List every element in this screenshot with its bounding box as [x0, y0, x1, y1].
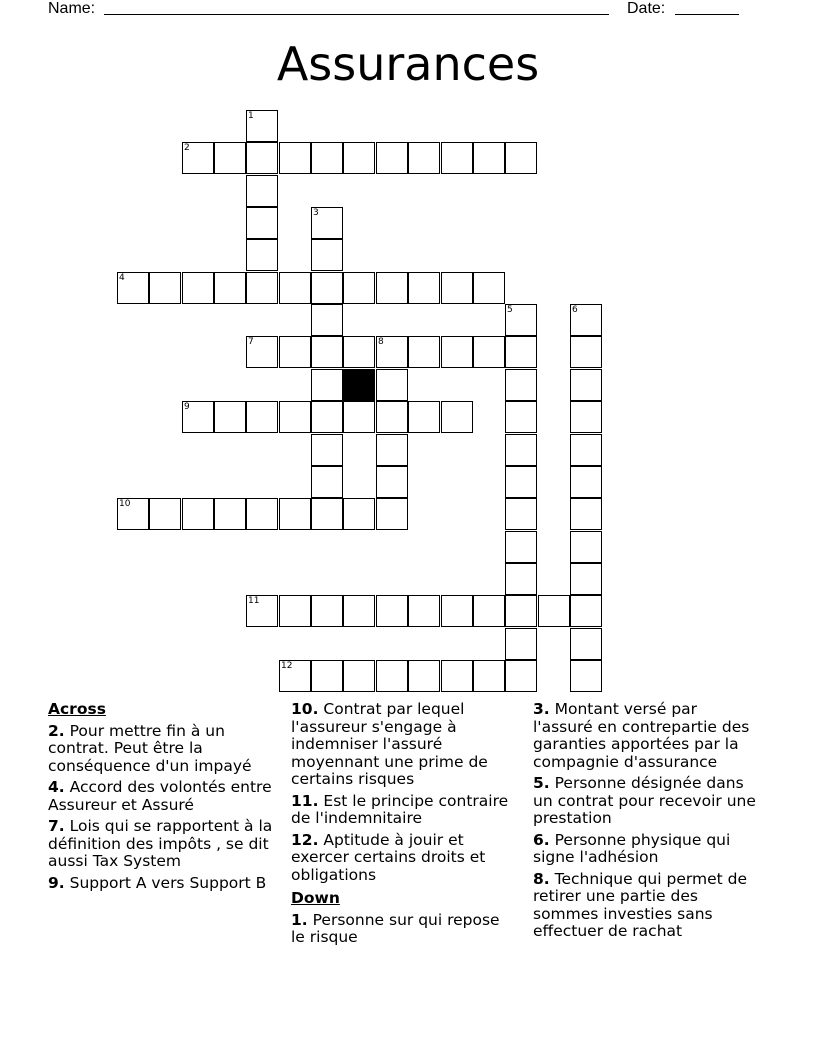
clue-3	[533, 701, 758, 771]
grid-cell[interactable]	[343, 660, 375, 692]
clue-2	[48, 723, 273, 776]
clue-number: 12.	[291, 830, 319, 849]
grid-cell[interactable]	[279, 272, 311, 304]
clue-number: 5.	[533, 774, 550, 792]
grid-cell[interactable]	[246, 272, 278, 304]
clue-text: Personne sur qui repose le risque	[291, 910, 500, 946]
grid-cell[interactable]	[311, 595, 343, 627]
grid-cell[interactable]	[311, 466, 343, 498]
grid-cell[interactable]	[570, 336, 602, 368]
clue-12	[291, 832, 516, 885]
clue-text: Pour mettre fin à un contrat. Peut être la conséquence d'un impayé	[48, 721, 252, 775]
down-clue-list	[291, 912, 516, 947]
clue-number: 1.	[291, 910, 308, 929]
cell-number: 5	[507, 305, 513, 315]
grid-cell[interactable]	[376, 466, 408, 498]
cell-number: 4	[119, 273, 125, 283]
grid-cell[interactable]	[279, 142, 311, 174]
clue-number: 9.	[48, 873, 65, 892]
grid-cell[interactable]	[505, 304, 537, 336]
grid-cell[interactable]	[214, 498, 246, 530]
grid-cell[interactable]	[343, 272, 375, 304]
clue-number: 8.	[533, 869, 550, 888]
grid-cell[interactable]	[279, 498, 311, 530]
grid-cell[interactable]	[246, 401, 278, 433]
clue-number: 10.	[291, 700, 319, 718]
grid-cell[interactable]	[570, 304, 602, 336]
clue-text: Personne physique qui signe l'adhésion	[533, 830, 731, 866]
grid-cell[interactable]	[343, 336, 375, 368]
cell-number: 10	[119, 499, 131, 509]
grid-cell[interactable]	[311, 272, 343, 304]
grid-cell[interactable]	[441, 336, 473, 368]
cell-number: 2	[184, 143, 190, 153]
grid-cell[interactable]	[570, 369, 602, 401]
grid-cell[interactable]	[570, 466, 602, 498]
grid-cell[interactable]	[279, 401, 311, 433]
grid-cell[interactable]	[311, 660, 343, 692]
grid-cell[interactable]	[570, 498, 602, 530]
date-label: Date:	[627, 0, 666, 17]
grid-cell[interactable]	[408, 272, 440, 304]
grid-cell[interactable]	[311, 498, 343, 530]
grid-cell[interactable]	[311, 336, 343, 368]
clue-5	[533, 775, 758, 828]
grid-cell[interactable]	[117, 272, 149, 304]
grid-cell[interactable]	[376, 272, 408, 304]
clue-text: Montant versé par l'assuré en contrepartie des garanties apportées par la compagnie d'assurance	[533, 700, 750, 771]
name-label: Name:	[48, 0, 96, 17]
grid-cell[interactable]	[441, 272, 473, 304]
grid-cell[interactable]	[376, 142, 408, 174]
clue-number: 6.	[533, 830, 550, 849]
clue-text: Support A vers Support B	[69, 873, 267, 892]
across-clue-list	[48, 723, 273, 893]
down-heading: Down	[291, 889, 340, 907]
grid-cell[interactable]	[570, 660, 602, 692]
grid-cell[interactable]	[182, 272, 214, 304]
grid-cell[interactable]	[473, 142, 505, 174]
grid-cell[interactable]	[376, 660, 408, 692]
cell-number: 11	[248, 596, 260, 606]
page-title: Assurances	[276, 37, 540, 91]
grid-cell[interactable]	[343, 498, 375, 530]
grid-cell[interactable]	[441, 660, 473, 692]
grid-cell[interactable]	[505, 142, 537, 174]
clue-4	[48, 779, 273, 814]
cell-number: 8	[378, 337, 384, 347]
grid-cell[interactable]	[376, 434, 408, 466]
grid-cell[interactable]	[473, 336, 505, 368]
grid-cell[interactable]	[149, 498, 181, 530]
cell-number: 7	[248, 337, 254, 347]
grid-cell[interactable]	[117, 498, 149, 530]
grid-cell[interactable]	[570, 531, 602, 563]
grid-cell[interactable]	[408, 595, 440, 627]
cell-number: 9	[184, 402, 190, 412]
grid-cell[interactable]	[505, 336, 537, 368]
grid-cell[interactable]	[246, 110, 278, 142]
across-heading: Across	[48, 700, 106, 718]
grid-cell[interactable]	[149, 272, 181, 304]
grid-cell[interactable]	[214, 401, 246, 433]
grid-cell[interactable]	[343, 401, 375, 433]
clue-text: Contrat par lequel l'assureur s'engage à indemniser l'assuré moyennant une prime de certains risques	[291, 700, 488, 788]
grid-cell[interactable]	[376, 369, 408, 401]
cell-number: 3	[313, 208, 319, 218]
clue-number: 7.	[48, 817, 65, 835]
grid-cell[interactable]	[505, 466, 537, 498]
grid-cell[interactable]	[408, 660, 440, 692]
grid-cell[interactable]	[570, 401, 602, 433]
grid-cell[interactable]	[408, 142, 440, 174]
grid-cell[interactable]	[311, 401, 343, 433]
grid-cell[interactable]	[246, 498, 278, 530]
across-clue-list-continued	[291, 701, 516, 884]
grid-cell[interactable]	[279, 660, 311, 692]
grid-cell[interactable]	[343, 142, 375, 174]
clue-text: Est le principe contraire de l'indemnitaire	[291, 791, 509, 827]
grid-cell[interactable]	[473, 272, 505, 304]
grid-cell[interactable]	[311, 304, 343, 336]
clue-10	[291, 701, 516, 789]
cell-number: 6	[572, 305, 578, 315]
clue-text: Accord des volontés entre Assureur et Assuré	[48, 778, 272, 814]
grid-cell[interactable]	[311, 207, 343, 239]
grid-cell[interactable]	[376, 498, 408, 530]
grid-cell[interactable]	[246, 595, 278, 627]
grid-cell[interactable]	[182, 142, 214, 174]
down-clue-list-continued	[533, 701, 758, 941]
grid-cell[interactable]	[505, 660, 537, 692]
grid-cell[interactable]	[441, 595, 473, 627]
clue-number: 2.	[48, 721, 65, 740]
grid-cell[interactable]	[311, 239, 343, 271]
grid-cell[interactable]	[505, 401, 537, 433]
clue-number: 11.	[291, 791, 319, 810]
clue-6	[533, 832, 758, 867]
grid-cell[interactable]	[279, 336, 311, 368]
grid-cell[interactable]	[505, 628, 537, 660]
black-cell	[343, 369, 375, 401]
grid-cell[interactable]	[246, 239, 278, 271]
grid-cell[interactable]	[182, 401, 214, 433]
grid-cell[interactable]	[505, 369, 537, 401]
grid-cell[interactable]	[182, 498, 214, 530]
clue-text: Technique qui permet de retirer une partie des sommes investies sans effectuer de rachat	[533, 869, 747, 940]
clue-8	[533, 871, 758, 941]
grid-cell[interactable]	[376, 595, 408, 627]
clues-column-2	[291, 701, 516, 951]
grid-cell[interactable]	[570, 434, 602, 466]
grid-cell[interactable]	[343, 595, 375, 627]
grid-cell[interactable]	[376, 336, 408, 368]
grid-cell[interactable]	[473, 595, 505, 627]
clue-9	[48, 875, 273, 893]
clue-text: Personne désignée dans un contrat pour recevoir une prestation	[533, 774, 756, 827]
cell-number: 1	[248, 111, 254, 121]
grid-cell[interactable]	[376, 401, 408, 433]
grid-cell[interactable]	[246, 207, 278, 239]
grid-cell[interactable]	[570, 595, 602, 627]
grid-cell[interactable]	[570, 563, 602, 595]
grid-cell[interactable]	[246, 336, 278, 368]
cell-number: 12	[281, 661, 293, 671]
clue-number: 3.	[533, 700, 550, 718]
grid-cell[interactable]	[441, 401, 473, 433]
grid-cell[interactable]	[311, 434, 343, 466]
clue-11	[291, 793, 516, 828]
grid-cell[interactable]	[214, 272, 246, 304]
grid-cell[interactable]	[408, 336, 440, 368]
clues-column-1	[48, 701, 273, 896]
grid-cell[interactable]	[505, 498, 537, 530]
grid-cell[interactable]	[473, 660, 505, 692]
grid-cell[interactable]	[538, 595, 570, 627]
clue-text: Lois qui se rapportent à la définition des impôts , se dit aussi Tax System	[48, 817, 273, 870]
grid-cell[interactable]	[246, 175, 278, 207]
grid-cell[interactable]	[311, 369, 343, 401]
clue-text: Aptitude à jouir et exercer certains droits et obligations	[291, 830, 486, 884]
grid-cell[interactable]	[441, 142, 473, 174]
clue-7	[48, 818, 273, 871]
clue-1	[291, 912, 516, 947]
clues-column-3	[533, 701, 758, 945]
grid-cell[interactable]	[408, 401, 440, 433]
clue-number: 4.	[48, 778, 65, 796]
grid-cell[interactable]	[279, 595, 311, 627]
grid-cell[interactable]	[570, 628, 602, 660]
grid-cell[interactable]	[505, 531, 537, 563]
grid-cell[interactable]	[246, 142, 278, 174]
grid-cell[interactable]	[311, 142, 343, 174]
grid-cell[interactable]	[505, 563, 537, 595]
grid-cell[interactable]	[505, 434, 537, 466]
grid-cell[interactable]	[505, 595, 537, 627]
grid-cell[interactable]	[214, 142, 246, 174]
